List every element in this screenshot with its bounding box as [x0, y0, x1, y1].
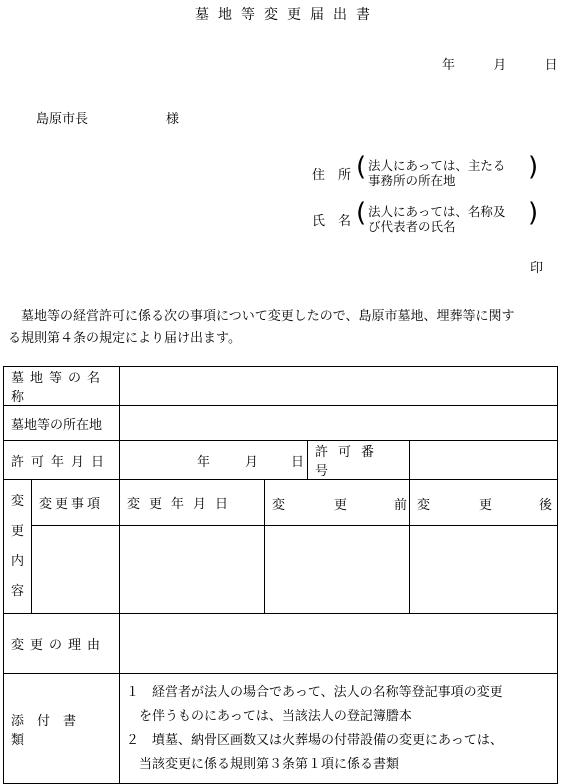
table-row	[4, 526, 558, 614]
before-change-field[interactable]	[265, 526, 410, 614]
after-change-field[interactable]	[410, 526, 558, 614]
permit-date-field[interactable]	[120, 441, 308, 480]
address-label: 住 所	[312, 168, 352, 183]
open-paren: (	[356, 152, 367, 182]
reason-field[interactable]	[120, 614, 558, 674]
permit-date-label: 許可年月日	[4, 441, 120, 480]
attachment-item-continued: 当該変更に係る規則第３条第１項に係る書類	[139, 756, 400, 772]
permit-date-year: 年	[197, 455, 211, 470]
after-change-header: 変 更 後	[410, 480, 558, 526]
date-day: 日	[544, 58, 558, 73]
table-row	[4, 480, 558, 526]
table-row	[4, 441, 558, 480]
address-note: 法人にあっては、主たる 事務所の所在地	[368, 158, 506, 188]
date-year: 年	[442, 58, 456, 73]
attachment-item: １ 経営者が法人の場合であって、法人の名称等登記事項の変更	[126, 684, 503, 700]
permit-number-field[interactable]	[410, 441, 558, 480]
addressee: 島原市長	[36, 112, 89, 127]
submission-date	[442, 54, 558, 73]
table-row	[4, 674, 558, 784]
seal-mark: 印	[530, 261, 544, 276]
permit-date-month: 月	[245, 455, 259, 470]
table-row	[4, 614, 558, 674]
name-note: 法人にあっては、名称及 び代表者の氏名	[368, 204, 506, 234]
applicant-address	[312, 152, 552, 192]
attachments-label: 添付書類	[4, 674, 120, 784]
change-item-header: 変更事項	[32, 480, 120, 526]
statement-line: 墓地等の経営許可に係る次の事項について変更したので、島原市墓地、埋葬等に関す	[21, 309, 515, 324]
facility-location-field[interactable]	[120, 406, 558, 441]
open-paren: (	[356, 198, 367, 228]
permit-date-day: 日	[291, 455, 305, 470]
statement-line: る規則第４条の規定により届け出ます。	[8, 331, 241, 346]
applicant-name	[312, 198, 552, 238]
attachment-item: ２ 墳墓、納骨区画数又は火葬場の付帯設備の変更にあっては、	[126, 732, 503, 748]
permit-number-label: 許可番号	[308, 441, 410, 480]
table-row	[4, 367, 558, 406]
date-month: 月	[493, 58, 507, 73]
honorific: 様	[166, 112, 180, 127]
reason-label: 変更の理由	[4, 614, 120, 674]
facility-name-field[interactable]	[120, 367, 558, 406]
before-change-header: 変 更 前	[265, 480, 410, 526]
close-paren: )	[528, 198, 539, 228]
attachments-list	[120, 674, 558, 784]
close-paren: )	[528, 152, 539, 182]
table-row	[4, 406, 558, 441]
name-label: 氏 名	[312, 214, 352, 229]
facility-name-label: 墓地等の名称	[4, 367, 120, 406]
notification-statement	[8, 306, 574, 350]
document-title: 墓地等変更届出書	[195, 7, 379, 23]
change-item-field[interactable]	[32, 526, 120, 614]
change-date-header: 変更年月日	[120, 480, 265, 526]
attachment-item-continued: を伴うものにあっては、当該法人の登記簿謄本	[139, 708, 412, 724]
notification-form-table	[3, 366, 558, 784]
change-date-field[interactable]	[120, 526, 265, 614]
facility-location-label: 墓地等の所在地	[4, 406, 120, 441]
change-content-label: 変 更 内 容	[4, 480, 32, 614]
